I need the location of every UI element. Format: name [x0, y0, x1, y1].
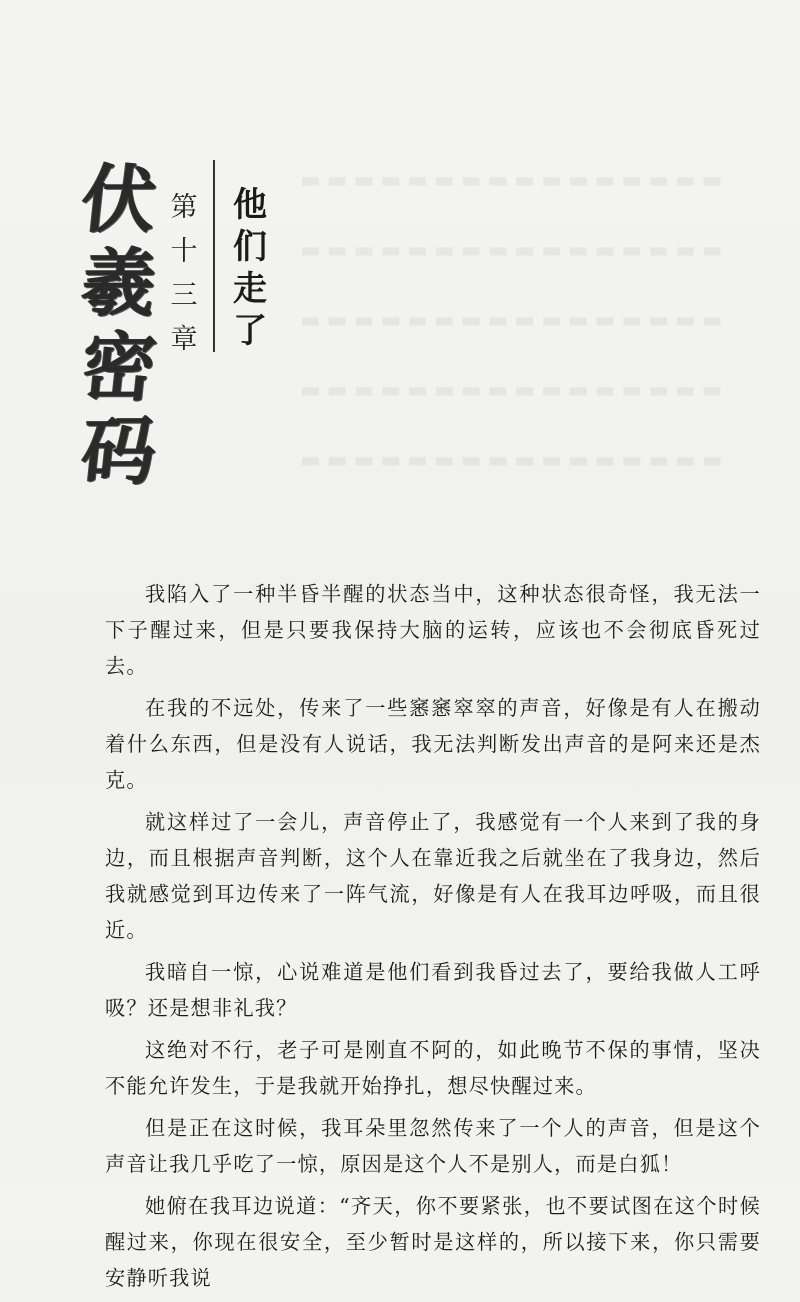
paragraph: 在我的不远处，传来了一些窸窸窣窣的声音，好像是有人在搬动着什么东西，但是没有人说话，我无法判断发出声音的是阿来还是杰克。 [105, 696, 761, 792]
chapter-title-char: 们 [233, 227, 267, 267]
chapter-number [167, 186, 201, 362]
chapter-title [228, 184, 272, 352]
bleed-through-texture: ▬▬▬▬▬▬▬▬▬▬▬▬▬▬▬▬ [300, 378, 729, 403]
paragraph: 我陷入了一种半昏半醒的状态当中，这种状态很奇怪，我无法一下子醒过来，但是只要我保持大脑的运转，应该也不会彻底昏死过去。 [105, 582, 761, 678]
paragraph: 但是正在这时候，我耳朵里忽然传来了一个人的声音，但是这个声音让我几乎吃了一惊，原因是这个人不是别人，而是白狐！ [105, 1116, 761, 1176]
series-title-char: 羲 [77, 241, 159, 327]
chapter-title-char: 了 [233, 311, 267, 351]
chapter-number-char: 十 [170, 236, 198, 267]
paragraph: 这绝对不行，老子可是刚直不阿的，如此晚节不保的事情，坚决不能允许发生，于是我就开始挣扎，想尽快醒过来。 [105, 1038, 761, 1098]
series-title-char: 伏 [77, 157, 159, 243]
bleed-through-texture: ▬▬▬▬▬▬▬▬▬▬▬▬▬▬▬▬ [300, 308, 729, 333]
paragraph: 就这样过了一会儿，声音停止了，我感觉有一个人来到了我的身边，而且根据声音判断，这个人在靠近我之后就坐在了我身边，然后我就感觉到耳边传来了一阵气流，好像是有人在我耳边呼吸，而且很近。 [105, 810, 761, 942]
bleed-through-texture: ▬▬▬▬▬▬▬▬▬▬▬▬▬▬▬▬ [300, 448, 729, 473]
chapter-number-char: 章 [170, 324, 198, 355]
chapter-divider-line [213, 160, 215, 352]
chapter-number-char: 第 [170, 192, 198, 223]
series-title [77, 157, 159, 495]
series-title-char: 码 [77, 409, 159, 495]
bleed-through-texture: ▬▬▬▬▬▬▬▬▬▬▬▬▬▬▬▬ [300, 168, 729, 193]
paragraph: 我暗自一惊，心说难道是他们看到我昏过去了，要给我做人工呼吸？还是想非礼我？ [105, 960, 761, 1020]
bleed-through-texture: ▬▬▬▬▬▬▬▬▬▬▬▬▬▬▬▬ [300, 238, 729, 263]
chapter-title-char: 走 [233, 269, 267, 309]
chapter-body [105, 576, 761, 1302]
series-title-char: 密 [77, 325, 159, 411]
chapter-title-char: 他 [233, 185, 267, 225]
paragraph: 她俯在我耳边说道：“齐天，你不要紧张，也不要试图在这个时候醒过来，你现在很安全，至少暂时是这样的，所以接下来，你只需要安静听我说 [105, 1194, 761, 1290]
chapter-number-char: 三 [170, 280, 198, 311]
